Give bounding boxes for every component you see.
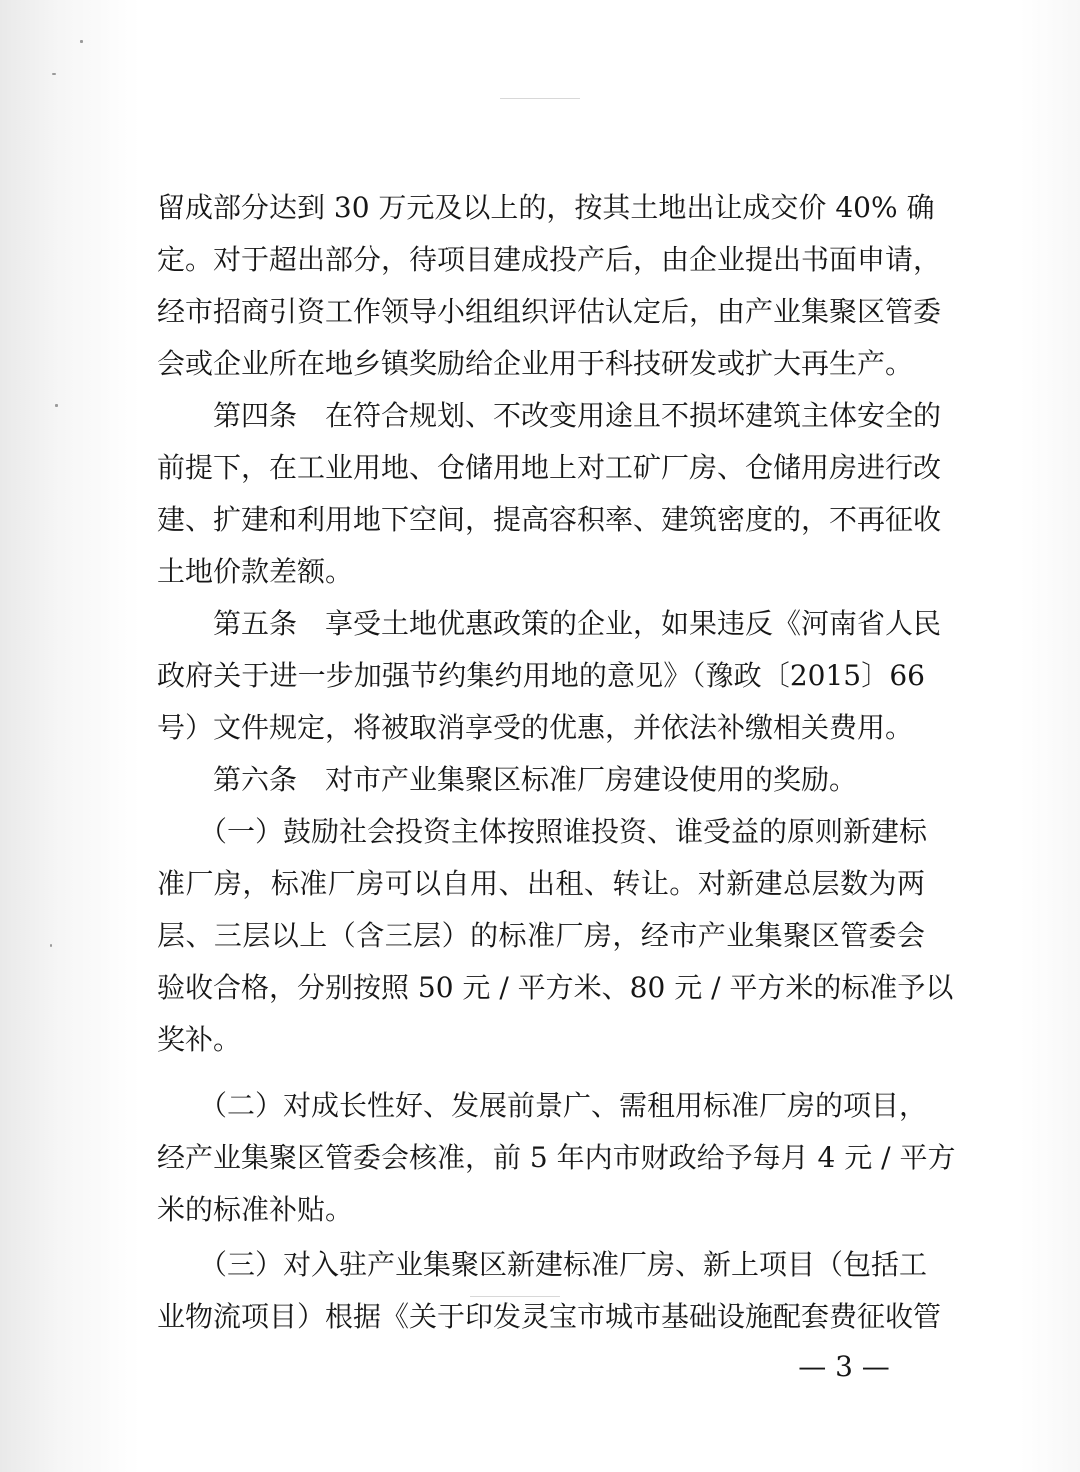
text-line: 前提下，在工业用地、仓储用地上对工矿厂房、仓储用房进行改 [157,451,942,484]
article-6-heading-line: 第六条 对市产业集聚区标准厂房建设使用的奖励。 [157,763,858,796]
text-line: 层、三层以上（含三层）的标准厂房，经市产业集聚区管委会 [157,919,925,952]
article-5-heading-line: 第五条 享受土地优惠政策的企业，如果违反《河南省人民 [157,607,942,640]
text-line: 经产业集聚区管委会核准，前 5 年内市财政给予每月 4 元 / 平方 [157,1141,956,1174]
text-line: 土地价款差额。 [157,555,354,588]
article-4-heading-line: 第四条 在符合规划、不改变用途且不损坏建筑主体安全的 [157,399,942,432]
text-line: 留成部分达到 30 万元及以上的，按其土地出让成交价 40% 确 [157,191,935,224]
text-line: 经市招商引资工作领导小组组织评估认定后，由产业集聚区管委 [157,295,942,328]
text-line: 奖补。 [157,1023,242,1056]
scan-speck [55,404,58,407]
text-line: 验收合格，分别按照 50 元 / 平方米、80 元 / 平方米的标准予以 [157,971,954,1004]
text-line: 业物流项目）根据《关于印发灵宝市城市基础设施配套费征收管 [157,1300,942,1333]
clause-1-line: （一）鼓励社会投资主体按照谁投资、谁受益的原则新建标 [157,815,928,848]
text-line: 米的标准补贴。 [157,1193,354,1226]
clause-3-line: （三）对入驻产业集聚区新建标准厂房、新上项目（包括工 [157,1248,928,1281]
text-line: 准厂房，标准厂房可以自用、出租、转让。对新建总层数为两 [157,867,925,900]
clause-2-line: （二）对成长性好、发展前景广、需租用标准厂房的项目， [157,1089,928,1122]
page-number: — 3 — [798,1350,890,1383]
scan-speck [52,73,56,75]
text-line: 政府关于进一步加强节约集约用地的意见》（豫政〔2015〕66 [157,659,925,692]
text-line: 会或企业所在地乡镇奖励给企业用于科技研发或扩大再生产。 [157,347,914,380]
text-line: 号）文件规定，将被取消享受的优惠，并依法补缴相关费用。 [157,711,914,744]
text-line: 建、扩建和利用地下空间，提高容积率、建筑密度的，不再征收 [157,503,942,536]
scan-speck [80,40,83,43]
text-line: 定。对于超出部分，待项目建成投产后，由企业提出书面申请， [157,243,942,276]
scan-speck [50,944,52,947]
bleed-through-mark [500,98,580,99]
